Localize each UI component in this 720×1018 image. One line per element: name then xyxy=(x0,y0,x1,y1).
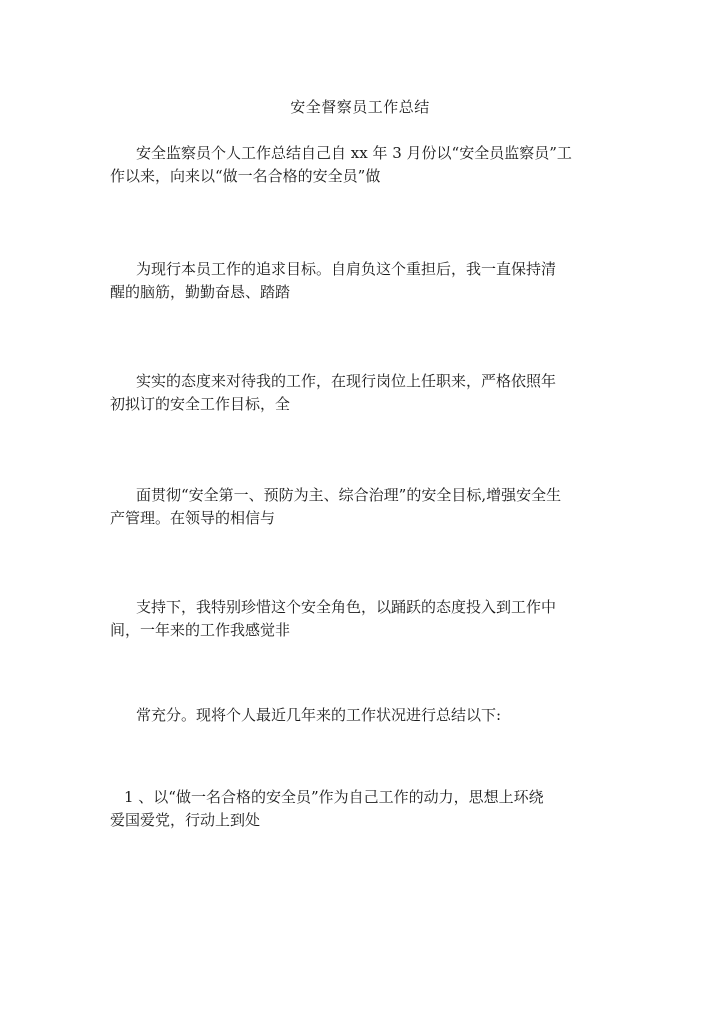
paragraph-line: 支持下，我特别珍惜这个安全角色，以踊跃的态度投入到工作中 xyxy=(136,598,557,616)
paragraph-line: 爱国爱党，行动上到处 xyxy=(110,811,261,829)
paragraph-6 xyxy=(110,704,610,727)
paragraph-line: 产管理。在领导的相信与 xyxy=(110,509,276,527)
paragraph-line: 1 、以“做一名合格的安全员”作为自己工作的动力，思想上环绕 xyxy=(124,788,544,806)
paragraph-line: 初拟订的安全工作目标，全 xyxy=(110,395,291,413)
paragraph-line: 作以来，向来以“做一名合格的安全员”做 xyxy=(110,167,381,185)
paragraph-line: 为现行本员工作的追求目标。自肩负这个重担后，我一直保持清 xyxy=(136,260,557,278)
paragraph-2 xyxy=(110,258,610,304)
paragraph-line: 醒的脑筋，勤勤奋恳、踏踏 xyxy=(110,283,291,301)
document-title: 安全督察员工作总结 xyxy=(290,98,430,116)
paragraph-4 xyxy=(110,484,610,530)
paragraph-1 xyxy=(110,142,610,188)
paragraph-line: 安全监察员个人工作总结自己自 xx 年 3 月份以“安全员监察员”工 xyxy=(136,144,572,162)
paragraph-line: 间，一年来的工作我感觉非 xyxy=(110,621,291,639)
paragraph-line: 面贯彻“安全第一、预防为主、综合治理”的安全目标,增强安全生 xyxy=(136,486,562,504)
paragraph-7 xyxy=(110,786,610,832)
paragraph-line: 实实的态度来对待我的工作，在现行岗位上任职来，严格依照年 xyxy=(136,372,557,390)
paragraph-3 xyxy=(110,370,610,416)
paragraph-line: 常充分。现将个人最近几年来的工作状况进行总结以下: xyxy=(136,706,502,724)
paragraph-5 xyxy=(110,596,610,642)
